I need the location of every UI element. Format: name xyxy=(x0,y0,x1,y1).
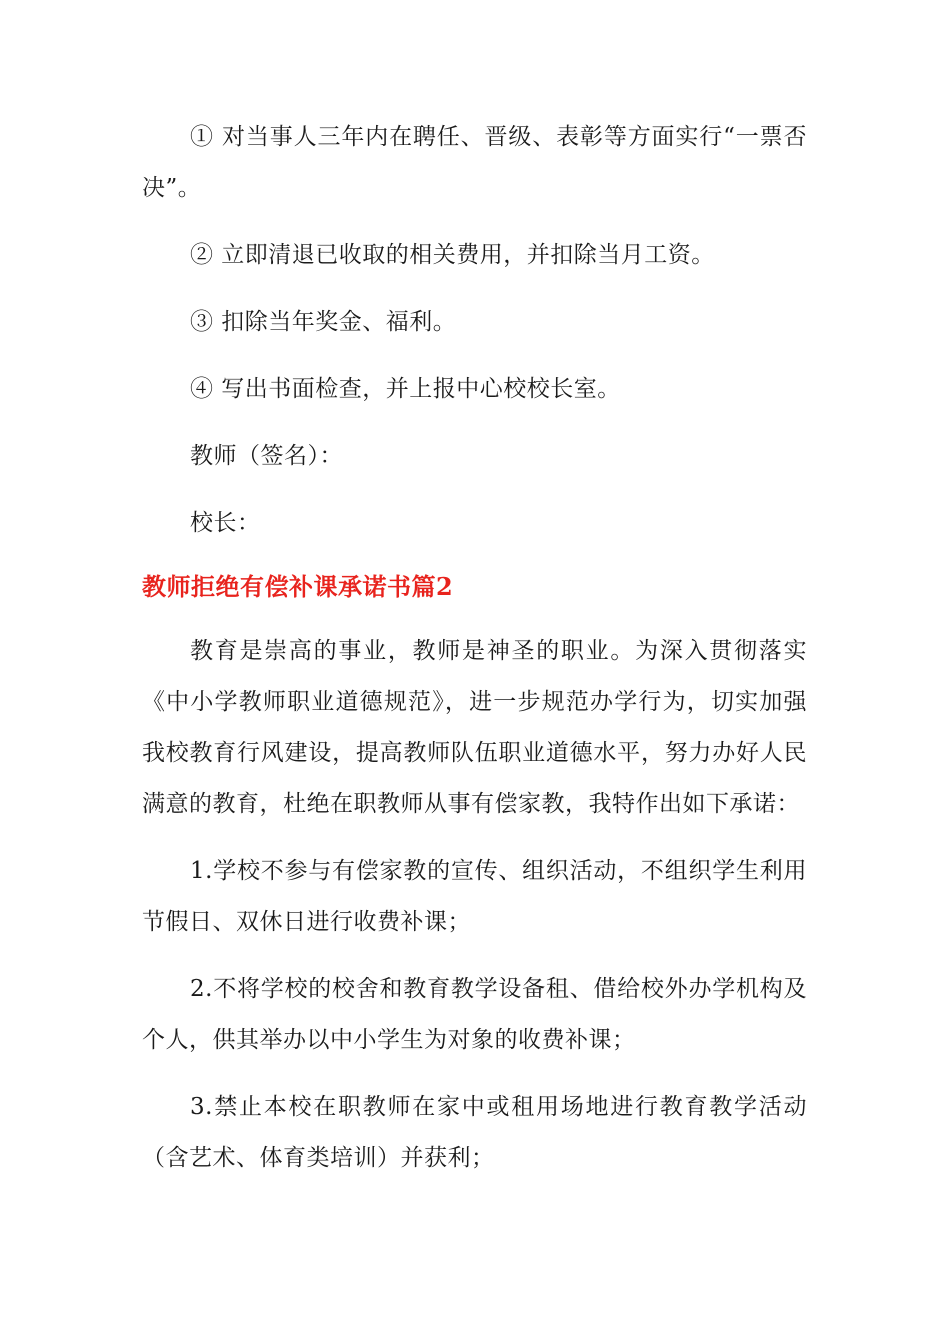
penalty-item-3: ③ 扣除当年奖金、福利。 xyxy=(190,309,457,335)
pledge-item-3: 3.禁止本校在职教师在家中或租用场地进行教育教学活动（含艺术、体育类培训）并获利； xyxy=(142,1094,807,1171)
pledge-item-1: 1.学校不参与有偿家教的宣传、组织活动，不组织学生利用节假日、双休日进行收费补课； xyxy=(142,858,807,935)
section-heading: 教师拒绝有偿补课承诺书篇2 xyxy=(142,572,454,601)
pledge-item-2: 2.不将学校的校舍和教育教学设备租、借给校外办学机构及个人，供其举办以中小学生为对象的收费补课； xyxy=(142,976,807,1053)
intro-paragraph: 教育是崇高的事业，教师是神圣的职业。为深入贯彻落实《中小学教师职业道德规范》，进一步规范办学行为，切实加强我校教育行风建设，提高教师队伍职业道德水平，努力办好人民满意的教育，杜绝在职教师从事有偿家教，我特作出如下承诺： xyxy=(142,638,807,817)
penalty-item-2: ② 立即清退已收取的相关费用，并扣除当月工资。 xyxy=(190,242,715,268)
principal-signature-line: 校长： xyxy=(190,510,261,536)
penalty-item-4: ④ 写出书面检查，并上报中心校校长室。 xyxy=(190,376,621,402)
document-page xyxy=(142,112,807,1184)
teacher-signature-line: 教师（签名）： xyxy=(190,443,343,469)
penalty-item-1: ① 对当事人三年内在聘任、晋级、表彰等方面实行“一票否决”。 xyxy=(142,124,807,201)
